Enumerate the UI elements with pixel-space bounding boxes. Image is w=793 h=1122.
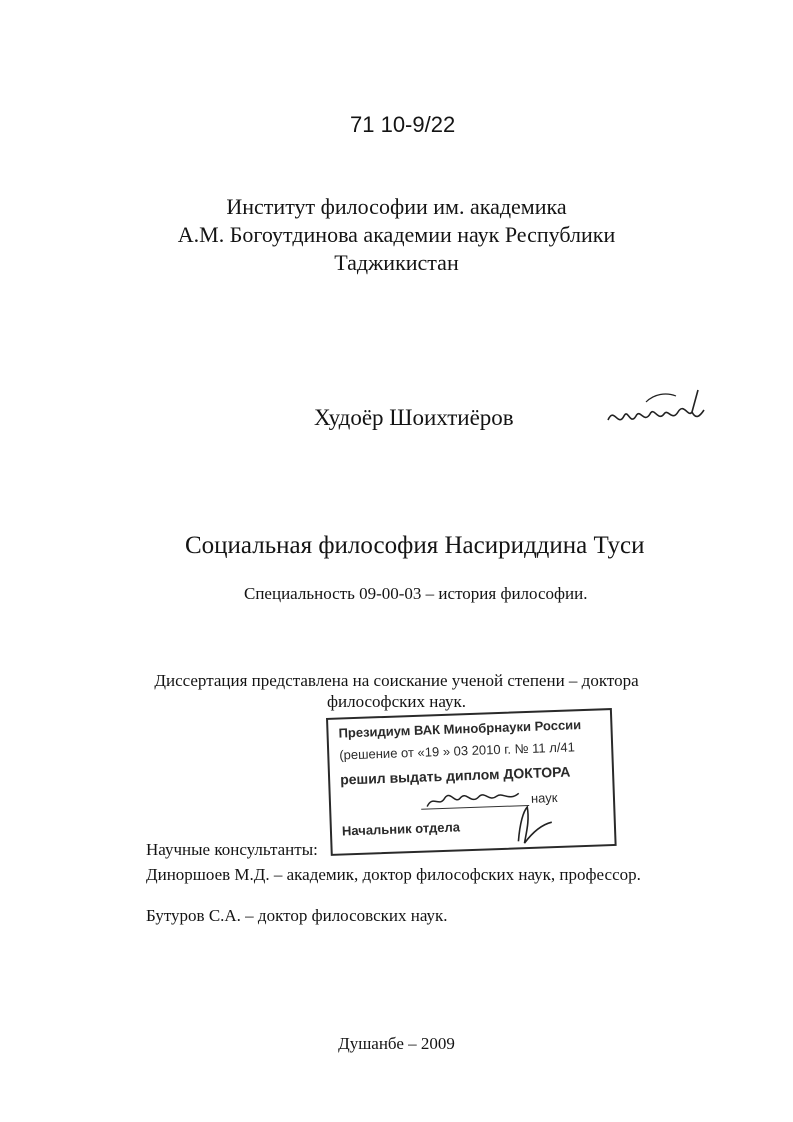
consultant-2: Бутуров С.А. – доктор филосовских наук. <box>146 906 448 925</box>
stamp-line-5: Начальник отдела <box>341 819 461 839</box>
stamp-line-1: Президиум ВАК Минобрнауки России <box>338 717 582 741</box>
stamp-line-2: (решение от «19 » 03 2010 г. № 11 л/41 <box>339 739 576 763</box>
dissertation-statement <box>0 670 793 712</box>
author-name: Худоёр Шоихтиёров <box>314 405 514 430</box>
stamp-line-3: решил выдать диплом ДОКТОРА <box>339 763 571 788</box>
dissertation-line-2: философских наук. <box>326 692 467 711</box>
institution-line-1: Институт философии им. академика <box>226 194 567 219</box>
author-signature <box>600 376 710 442</box>
stamp-line-4: наук <box>530 789 558 806</box>
archive-code: 71 10-9/22 <box>350 112 456 137</box>
consultant-1: Диноршоев М.Д. – академик, доктор философских наук, профессор. <box>146 865 641 884</box>
city-year: Душанбе – 2009 <box>338 1034 455 1053</box>
institution-name <box>0 193 793 277</box>
consultants-heading: Научные консультанты: <box>146 840 318 859</box>
stamp-signature <box>507 802 559 848</box>
vak-stamp <box>326 708 617 856</box>
specialty-line: Специальность 09-00-03 – история философии. <box>244 584 588 603</box>
dissertation-title: Социальная философия Насириддина Туси <box>185 532 645 559</box>
dissertation-line-1: Диссертация представлена на соискание ученой степени – доктора <box>154 671 639 690</box>
institution-line-3: Таджикистан <box>334 250 459 275</box>
institution-line-2: А.М. Богоутдинова академии наук Республики <box>177 222 616 247</box>
